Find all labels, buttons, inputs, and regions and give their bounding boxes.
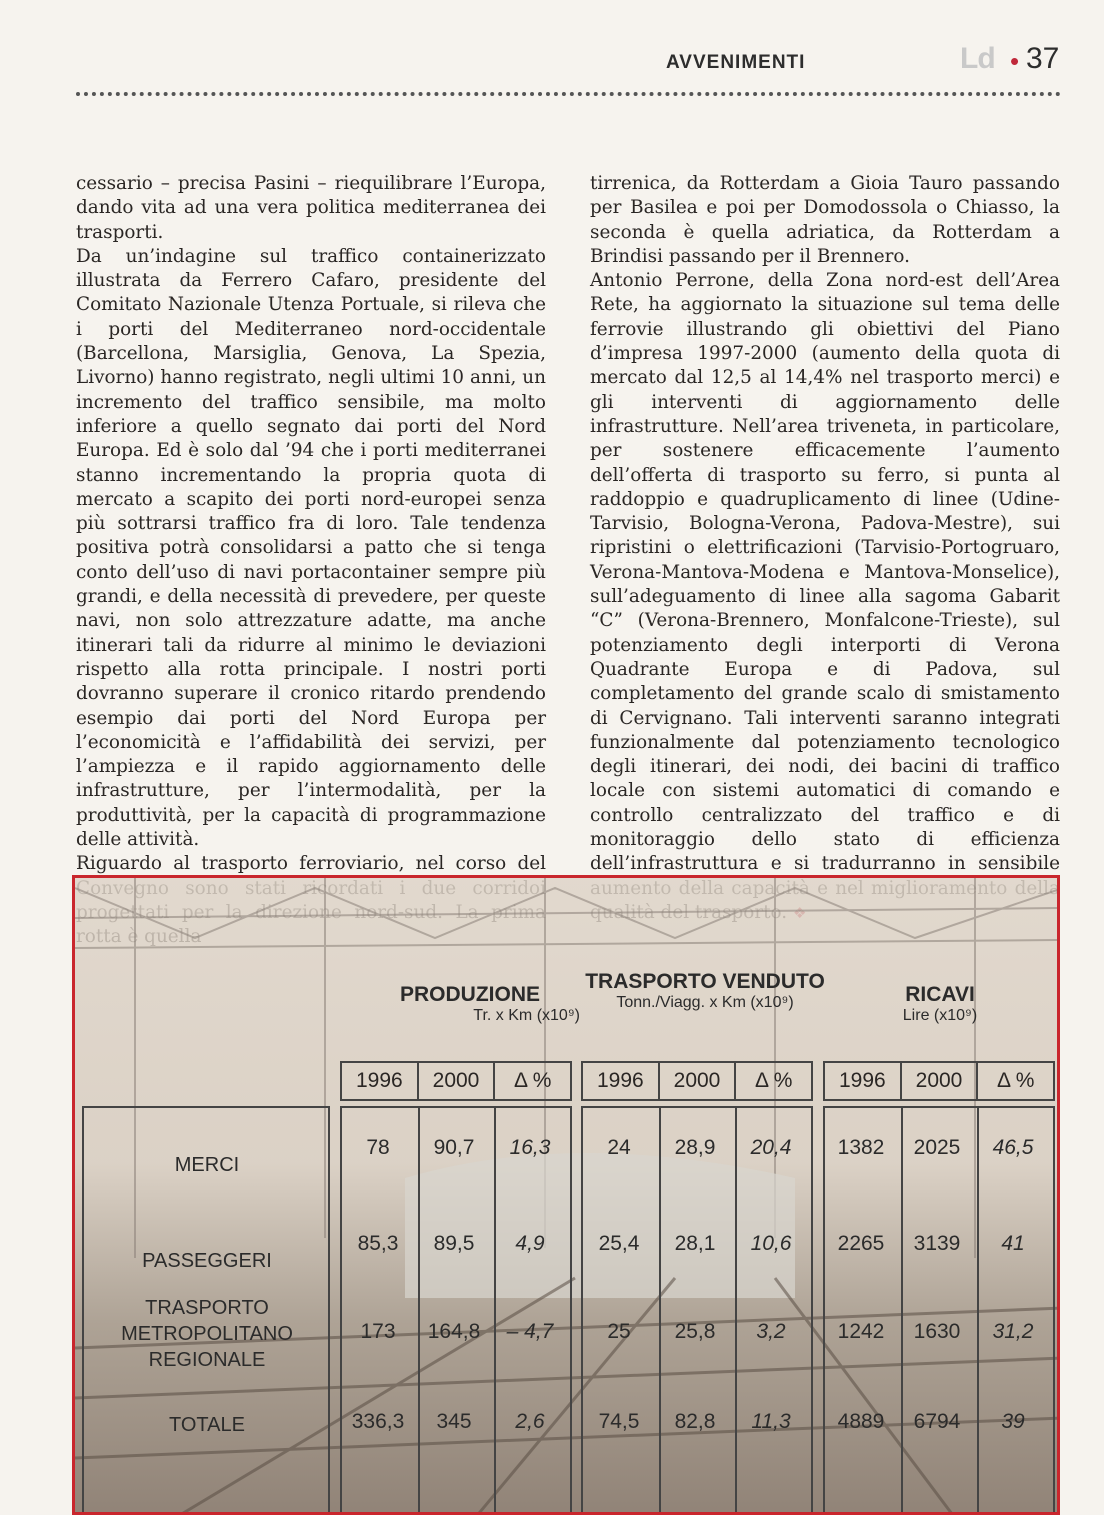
year-header: 1996 xyxy=(825,1063,902,1099)
group-unit: Lire (x10⁹) xyxy=(902,1007,978,1024)
table-cell-produzione-delta: 4,9 xyxy=(515,1232,545,1255)
table-cell-produzione-1996: 85,3 xyxy=(357,1232,399,1255)
table-cell-trasporto-2000: 25,8 xyxy=(674,1320,716,1343)
table-cell-produzione-2000: 89,5 xyxy=(433,1232,475,1255)
column-divider xyxy=(735,1108,737,1515)
table-cell-produzione-1996: 336,3 xyxy=(351,1410,405,1433)
column-divider xyxy=(977,1108,979,1515)
group-header-trasporto-venduto xyxy=(575,970,835,1012)
statistics-table-box xyxy=(72,875,1060,1515)
table-cell-ricavi-delta: 39 xyxy=(1001,1410,1025,1433)
paragraph: Riguardo al trasporto ferroviario, nel corso del xyxy=(76,853,546,875)
group-header-ricavi xyxy=(865,983,1015,1025)
group-title: TRASPORTO VENDUTO xyxy=(585,970,825,993)
group-unit: Tonn./Viagg. x Km (x10⁹) xyxy=(616,994,794,1011)
magazine-logo: Ld xyxy=(960,42,995,75)
row-label: TOTALE xyxy=(169,1414,245,1436)
year-header-row-produzione xyxy=(340,1061,572,1101)
paragraph: cessario – precisa Pasini – riequilibrare l’Europa, dando vita ad una vera politica mediterranea dei trasporti. xyxy=(76,173,546,243)
paragraph: Da un’indagine sul traffico containerizzato illustrata da Ferrero Cafaro, presidente del Comitato Nazionale Utenza Portuale, si rileva che i porti del Mediterraneo nord-occidentale (Barcellona, Marsiglia, Genova, La Spezia, Livorno) hanno registrato, negli ultimi 10 anni, un incremento del traffico sensibile, ma molto inferiore a quello segnato dai porti del Nord Europa. Ed è solo dal ’94 che i porti mediterranei stanno incrementando la propria quota di mercato a scapito dei porti nord-europei senza più sottrarsi traffico fra di loro. Tale tendenza positiva potrà consolidarsi a patto che si tenga conto dell’uso di navi portacontainer sempre più grandi, e della necessità di prevedere, per queste navi, non solo attrezzature adatte, ma anche itinerari tali da ridurre al minimo le deviazioni rispetto alla rotta principale. I nostri porti dovranno superare il cronico ritardo prendendo esempio dai porti del Nord Europa per l’economicità e l’affidabilità dei servizi, per l’ampiezza e il rapido aggiornamento delle infrastrutture, per l’intermodalità, per la produttività, per la capacità di programmazione delle attività. xyxy=(76,245,546,851)
table-cell-produzione-delta: 16,3 xyxy=(509,1136,551,1159)
year-header-row-trasporto xyxy=(581,1061,813,1101)
year-header: 1996 xyxy=(583,1063,660,1099)
paragraph: tirrenica, da Rotterdam a Gioia Tauro passando per Basilea e poi per Domodossola o Chiasso, la seconda è quella adriatica, da Rotterdam a Brindisi passando per il Brennero. xyxy=(590,173,1060,267)
table-cell-trasporto-delta: 10,6 xyxy=(750,1232,792,1255)
table-cell-ricavi-2000: 3139 xyxy=(913,1232,961,1255)
values-box-ricavi xyxy=(823,1106,1055,1515)
table-cell-produzione-1996: 78 xyxy=(366,1136,390,1159)
values-box-trasporto xyxy=(581,1106,813,1515)
table-cell-trasporto-1996: 25,4 xyxy=(598,1232,640,1255)
table-cell-ricavi-delta: 46,5 xyxy=(992,1136,1034,1159)
year-header: 2000 xyxy=(902,1063,979,1099)
table-cell-produzione-delta: – 4,7 xyxy=(506,1320,554,1343)
column-divider xyxy=(494,1108,496,1515)
year-header: 1996 xyxy=(342,1063,419,1099)
table-cell-ricavi-1996: 1242 xyxy=(837,1320,885,1343)
table-cell-produzione-2000: 90,7 xyxy=(433,1136,475,1159)
group-title: PRODUZIONE xyxy=(399,983,540,1006)
year-header-row-ricavi xyxy=(823,1061,1055,1101)
column-divider xyxy=(901,1108,903,1515)
row-labels-box xyxy=(82,1106,330,1515)
year-header: 2000 xyxy=(660,1063,737,1099)
year-header: Δ % xyxy=(754,1069,793,1092)
article-column-right xyxy=(590,172,1060,925)
section-title: AVVENIMENTI xyxy=(666,52,806,73)
dotted-divider xyxy=(76,92,1061,96)
row-label: PASSEGGERI xyxy=(142,1250,272,1272)
table-cell-produzione-delta: 2,6 xyxy=(515,1410,545,1433)
paragraph-text: Antonio Perrone, della Zona nord-est dell’Area Rete, ha aggiornato la situazione sul tema delle ferrovie illustrando gli obiettivi del Piano d’impresa 1997-2000 (aumento della quota di mercato dal 12,5 al 14,4% nel trasporto merci) e gli interventi di aggiornamento delle infrastrutture. Nell’area triveneta, in particolare, per sostenere efficacemente l’aumento dell’offerta di trasporto su ferro, si punta al raddoppio e quadruplicamento di linee (Udine-Tarvisio, Bologna-Verona, Padova-Mestre), sui ripristini o elettrificazioni (Tarvisio-Portogruaro, Verona-Mantova-Modena e Mantova-Monselice), sull’adeguamento di linee alla sagoma Gabarit “C” (Verona-Brennero, Monfalcone-Trieste), sul potenziamento degli interporti di Verona Quadrante Europa e di Padova, sul completamento del grande scalo di smistamento di Cervignano. Tali interventi saranno integrati funzionalmente dal potenziamento tecnologico degli itinerari, dei nodi, dei bacini di traffico locale con sistemi automatici di comando e controllo centralizzato del traffico e di monitoraggio dello stato di efficienza dell’infrastruttura e si tradurranno in sensibile xyxy=(590,270,1060,875)
page-header xyxy=(0,0,1104,105)
table-cell-ricavi-1996: 2265 xyxy=(837,1232,885,1255)
table-cell-ricavi-2000: 2025 xyxy=(913,1136,961,1159)
table-cell-trasporto-2000: 28,9 xyxy=(674,1136,716,1159)
table-cell-trasporto-2000: 82,8 xyxy=(674,1410,716,1433)
table-cell-trasporto-1996: 74,5 xyxy=(598,1410,640,1433)
group-header-produzione xyxy=(335,983,605,1025)
table-cell-trasporto-2000: 28,1 xyxy=(674,1232,716,1255)
values-box-produzione xyxy=(340,1106,572,1515)
table-cell-trasporto-delta: 11,3 xyxy=(751,1410,791,1433)
article-column-left xyxy=(76,172,546,950)
year-header: Δ % xyxy=(513,1069,552,1092)
group-unit: Tr. x Km (x10⁹) xyxy=(473,1007,580,1024)
table-cell-ricavi-2000: 6794 xyxy=(913,1410,961,1433)
paragraph xyxy=(590,269,1060,925)
table-cell-trasporto-delta: 20,4 xyxy=(750,1136,792,1159)
table-cell-trasporto-delta: 3,2 xyxy=(756,1320,786,1343)
group-title: RICAVI xyxy=(905,983,975,1006)
year-header: 2000 xyxy=(419,1063,496,1099)
table-cell-ricavi-1996: 1382 xyxy=(837,1136,885,1159)
table-cell-trasporto-1996: 25 xyxy=(607,1320,631,1343)
bullet-dot-icon: • xyxy=(1010,46,1020,76)
table-cell-trasporto-1996: 24 xyxy=(607,1136,631,1159)
table-cell-ricavi-delta: 31,2 xyxy=(992,1320,1034,1343)
page-number: 37 xyxy=(1026,42,1060,75)
year-header: Δ % xyxy=(996,1069,1035,1092)
table-cell-produzione-1996: 173 xyxy=(360,1320,396,1343)
row-label: MERCI xyxy=(174,1154,240,1176)
table-cell-produzione-2000: 164,8 xyxy=(427,1320,481,1343)
table-cell-produzione-2000: 345 xyxy=(436,1410,472,1433)
table-cell-ricavi-delta: 41 xyxy=(1001,1232,1025,1255)
table-cell-ricavi-2000: 1630 xyxy=(913,1320,961,1343)
column-divider xyxy=(418,1108,420,1515)
column-divider xyxy=(659,1108,661,1515)
row-label: TRASPORTO METROPOLITANO REGIONALE xyxy=(121,1297,293,1371)
table-cell-ricavi-1996: 4889 xyxy=(837,1410,885,1433)
